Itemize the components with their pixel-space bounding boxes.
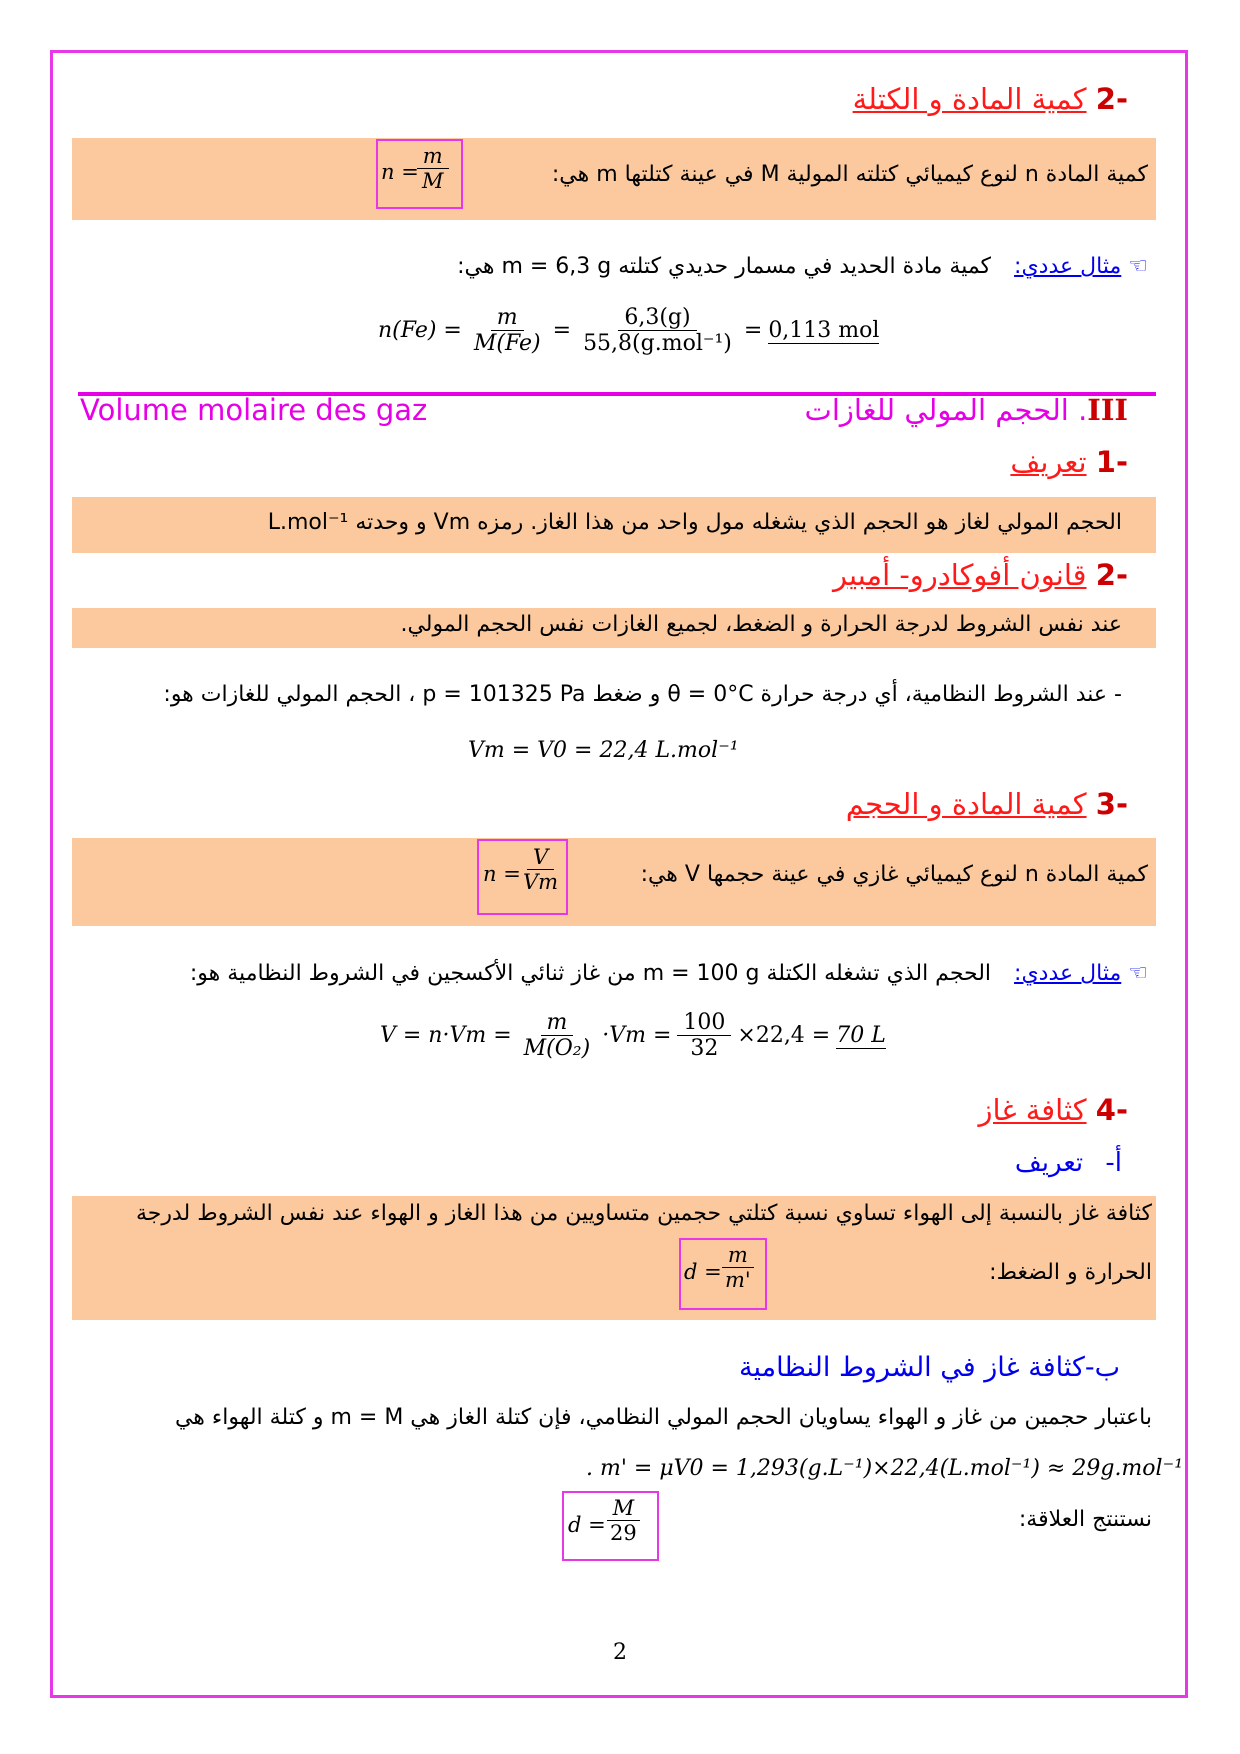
sub-a-label: أ-: [1105, 1148, 1122, 1178]
eq-lhs: n(Fe) =: [378, 318, 462, 344]
vm-equation: Vm = V0 = 22,4 L.mol⁻¹: [468, 738, 739, 763]
pointing-hand-icon: ☜: [1128, 254, 1148, 279]
section-III-3-heading: [846, 787, 1128, 821]
example-label: مثال عددي:: [1014, 961, 1122, 986]
sub-a-title: تعريف: [1014, 1148, 1084, 1178]
example-text: كمية مادة الحديد في مسمار حديدي كتلته m = 6,3 g هي:: [457, 254, 992, 279]
formula-n-V-Vm: [477, 839, 568, 915]
formula-d-M-29: [562, 1491, 659, 1561]
eq-result: 70 L: [836, 1022, 886, 1048]
section-number: -2: [1095, 82, 1128, 116]
example-label: مثال عددي:: [1014, 254, 1122, 279]
section-III-4-heading: [979, 1093, 1128, 1127]
formula-lhs: n =: [381, 160, 419, 184]
conclude-text: نستنتج العلاقة:: [1018, 1507, 1152, 1532]
eq-end: ×22,4 =: [737, 1023, 831, 1049]
part-number: III: [1087, 393, 1128, 427]
eq-result: 0,113 mol: [768, 317, 880, 343]
eq-frac2-den: 55,8(g.mol⁻¹): [583, 331, 732, 357]
formula-denominator: m': [725, 1268, 751, 1293]
formula-denominator: 29: [610, 1521, 637, 1546]
part-III-heading: [805, 393, 1128, 427]
page-number: 2: [613, 1640, 627, 1665]
eq-end: =: [743, 318, 763, 344]
pointing-hand-icon: ☜: [1128, 961, 1148, 986]
eq-frac1-den: M(O₂): [523, 1036, 591, 1062]
section-title: تعريف: [1010, 445, 1087, 479]
eq-frac2-num: 6,3(g): [618, 305, 696, 331]
formula-d-m-m-prime: [679, 1238, 767, 1310]
section-title: كمية المادة و الكتلة: [852, 82, 1087, 116]
formula-n-m-M: [376, 139, 463, 209]
section-2-heading: [853, 82, 1128, 116]
eq-lhs: V = n·Vm =: [380, 1023, 512, 1049]
definition-mass-text: كمية المادة n لنوع كيميائي كتلته المولية M في عينة كتلتها m هي:: [551, 162, 1148, 187]
eq-frac1-den: M(Fe): [473, 331, 541, 357]
formula-numerator: m: [722, 1243, 754, 1268]
eq-mid: ·Vm =: [602, 1023, 672, 1049]
density-definition-line2: الحرارة و الضغط:: [989, 1260, 1152, 1285]
avogadro-law-text: عند نفس الشروط لدرجة الحرارة و الضغط، لجميع الغازات نفس الحجم المولي.: [400, 612, 1122, 637]
example-2-equation: [380, 1010, 886, 1062]
section-number: -3: [1095, 787, 1128, 821]
formula-numerator: m: [417, 144, 449, 169]
section-number: -2: [1095, 558, 1128, 592]
eq-frac2-num: 100: [677, 1010, 731, 1036]
sub-b-text1: باعتبار حجمين من غاز و الهواء يساويان الحجم المولي النظامي، فإن كتلة الغاز هي m = M و كتلة الهواء هي: [174, 1405, 1152, 1430]
part-title: . الحجم المولي للغازات: [804, 393, 1088, 427]
section-III-2-heading: [833, 558, 1128, 592]
section-title: كمية المادة و الحجم: [845, 787, 1087, 821]
formula-numerator: V: [527, 845, 554, 870]
air-mass-equation: . m' = μV0 = 1,293(g.L⁻¹)×22,4(L.mol⁻¹) ≈ 29g.mol⁻¹: [586, 1456, 1184, 1481]
eq-frac1-num: m: [541, 1010, 574, 1036]
example-1-line: [148, 254, 1148, 279]
example-1-equation: [378, 305, 879, 357]
formula-lhs: n =: [483, 862, 521, 886]
eq-frac1-num: m: [491, 305, 524, 331]
part-III-french-title: Volume molaire des gaz: [80, 393, 428, 427]
eq-mid: =: [552, 318, 572, 344]
formula-lhs: d =: [568, 1513, 606, 1537]
density-definition-line1: كثافة غاز بالنسبة إلى الهواء تساوي نسبة كتلتي حجمين متساويين من هذا الغاز و الهواء عند نفس الشروط لدرجة: [135, 1201, 1152, 1226]
sub-a-heading: [1015, 1148, 1122, 1178]
section-title: قانون أفوكادرو- أمبير: [833, 558, 1087, 592]
example-text: الحجم الذي تشغله الكتلة m = 100 g من غاز ثنائي الأكسجين في الشروط النظامية هو:: [189, 961, 992, 986]
normal-conditions-text: - عند الشروط النظامية، أي درجة حرارة θ = 0°C و ضغط p = 101325 Pa ، الحجم المولي للغازات هو:: [163, 682, 1122, 707]
sub-b-heading: ب-كثافة غاز في الشروط النظامية: [739, 1352, 1120, 1383]
section-number: -1: [1095, 445, 1128, 479]
molar-volume-definition: الحجم المولي لغاز هو الحجم الذي يشغله مول واحد من هذا الغاز. رمزه Vm و وحدته L.mol⁻¹: [267, 510, 1122, 535]
example-2-line: [88, 961, 1148, 986]
formula-numerator: M: [607, 1496, 641, 1521]
section-III-1-heading: [1010, 445, 1128, 479]
formula-lhs: d =: [684, 1260, 722, 1284]
section-number: -4: [1095, 1093, 1128, 1127]
eq-frac2-den: 32: [690, 1036, 719, 1062]
definition-volume-text: كمية المادة n لنوع كيميائي غازي في عينة حجمها V هي:: [640, 862, 1148, 887]
section-title: كثافة غاز: [978, 1093, 1087, 1127]
formula-denominator: M: [422, 169, 444, 194]
formula-denominator: Vm: [523, 870, 559, 895]
